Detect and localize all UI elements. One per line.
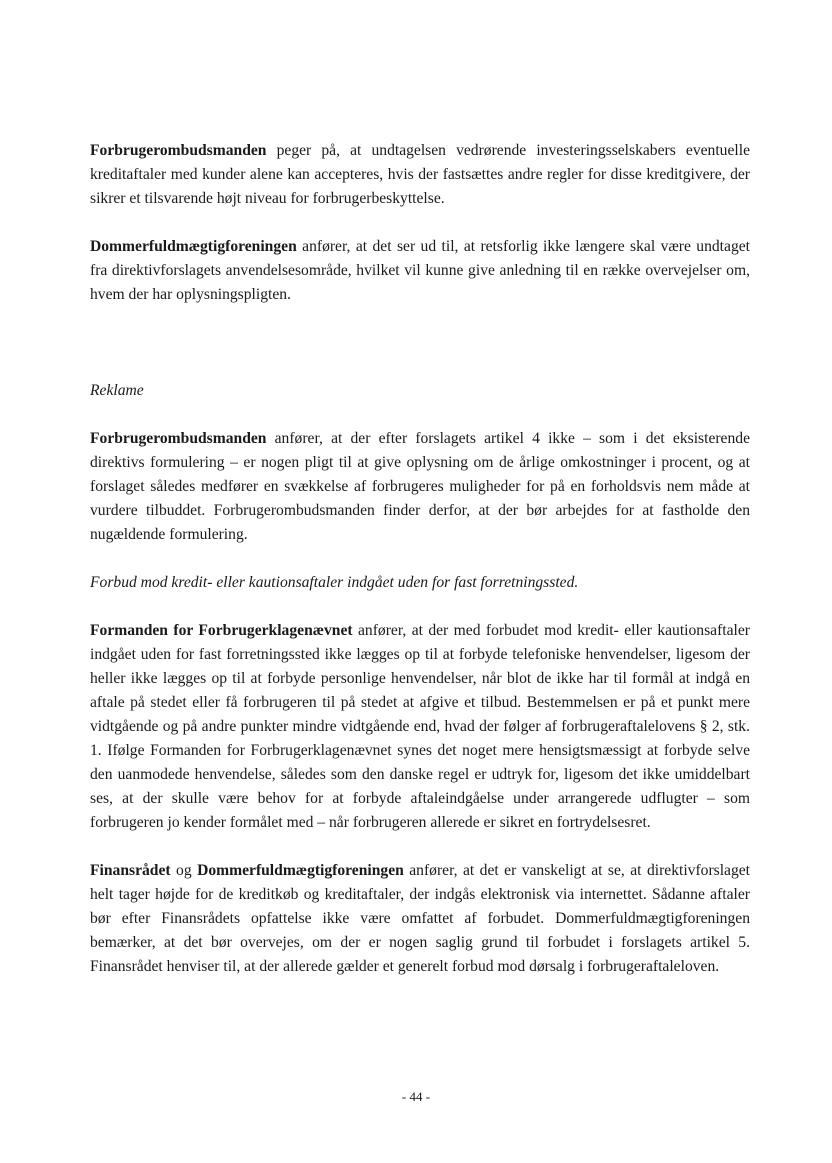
paragraph-subject: Forbrugerombudsmanden [90,430,267,447]
paragraph-finansraadet [90,859,750,979]
paragraph-formanden-forbrugerklagenaevnet [90,619,750,835]
paragraph-dommerfuldmaegtigforeningen [90,235,750,307]
paragraph-subject: Finansrådet [90,862,171,879]
paragraph-subject: Forbrugerombudsmanden [90,142,267,159]
paragraph-text: anfører, at det er vanskeligt at se, at direktivforslaget helt tager højde for de kreditkøb og kreditaftaler, der indgås elektronisk via internettet. Sådanne aftaler bør efter Finansrådets opfattelse ikke være omfattet af forbudet. Dommerfuldmægtigforeningen bemærker, at det bør overvejes, om der er nogen saglig grund til forbudet i forslagets artikel 5. Finansrådet henviser til, at der allerede gælder et generelt forbud mod dørsalg i forbrugeraftaleloven. [90,862,751,975]
paragraph-forbrugerombudsmanden-1 [90,139,750,211]
paragraph-text: anfører, at det ser ud til, at retsforlig ikke længere skal være undtaget fra direktivforslagets anvendelsesområde, hvilket vil kunne give anledning til en række overvejelser om, hvem der har oplysningspligten. [90,238,750,303]
paragraph-connector: og [170,862,198,879]
section-heading-reklame: Reklame [90,382,144,399]
page-number: - 44 - [401,1089,431,1104]
section-heading-forbud: Forbud mod kredit- eller kautionsaftaler indgået uden for fast forretningssted. [90,574,579,591]
paragraph-subject-2: Dommerfuldmægtigforeningen [197,862,404,879]
paragraph-subject: Formanden for Forbrugerklagenævnet [90,622,353,639]
paragraph-text: anfører, at der med forbudet mod kredit- eller kautionsaftaler indgået uden for fast forretningssted ikke lægges op til at forbyde telefoniske henvendelser, ligesom der heller ikke lægges op til at forbyde personlige henvendelser, når blot de ikke har til formål at indgå en aftale på stedet eller få forbrugeren til på stedet at afgive et tilbud. Bestemmelsen er på et punkt mere vidtgående og på andre punkter mindre vidtgående end, hvad der følger af forbrugeraftalelovens § 2, stk. 1. Ifølge Formanden for Forbrugerklagenævnet synes det noget mere hensigtsmæssigt at forbyde selve den uanmodede henvendelse, således som den danske regel er udtryk for, ligesom det ikke umiddelbart ses, at der skulle være behov for at forbyde aftaleindgåelse under arrangerede udflugter – som forbrugeren jo kender formålet med – når forbrugeren allerede er sikret en fortrydelsesret. [90,622,750,831]
paragraph-text: anfører, at der efter forslagets artikel 4 ikke – som i det eksisterende direktivs formulering – er nogen pligt til at give oplysning om de årlige omkostninger i procent, og at forslaget således medfører en svækkelse af forbrugeres muligheder for på en forholdsvis nem måde at vurdere tilbuddet. Forbrugerombudsmanden finder derfor, at der bør arbejdes for at fastholde den nugældende formulering. [90,430,750,543]
paragraph-text: peger på, at undtagelsen vedrørende investeringsselskabers eventuelle kreditaftaler med kunder alene kan accepteres, hvis der fastsættes andre regler for disse kreditgivere, der sikrer et tilsvarende højt niveau for forbrugerbeskyttelse. [90,142,750,207]
document-page [90,139,750,979]
paragraph-subject: Dommerfuldmægtigforeningen [90,238,297,255]
paragraph-forbrugerombudsmanden-2 [90,427,750,547]
